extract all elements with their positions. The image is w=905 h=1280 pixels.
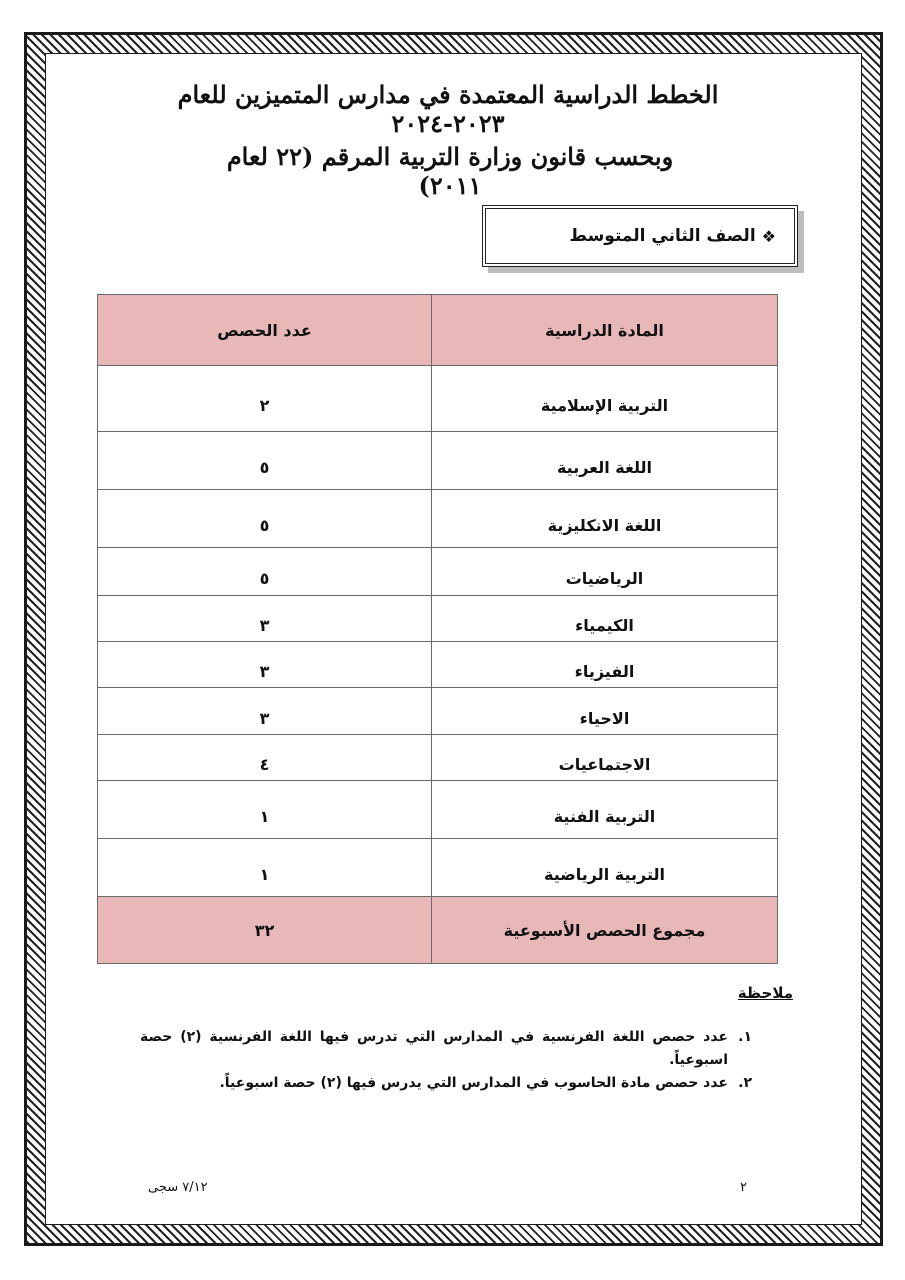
table-row: [98, 735, 778, 781]
grade-heading-box: [482, 205, 798, 267]
document-title-line-1: الخطط الدراسية المعتمدة في مدارس المتميزين للعام ٢٠٢٣-٢٠٢٤: [177, 80, 719, 138]
table-row: [98, 366, 778, 432]
periods-cell: ٥: [98, 490, 432, 548]
document-title-line-2: وبحسب قانون وزارة التربية المرقم (٢٢ لعام ٢٠١١): [226, 142, 674, 200]
subject-cell: التربية الإسلامية: [432, 366, 778, 432]
subject-cell: الكيمياء: [432, 596, 778, 642]
diamond-bullet-icon: ❖: [761, 226, 776, 246]
periods-cell: ٥: [98, 432, 432, 490]
table-row: [98, 839, 778, 897]
periods-cell: ٣: [98, 596, 432, 642]
footer-reference: ٧/١٢ سجى: [148, 1180, 208, 1195]
grade-label: الصف الثاني المتوسط: [569, 226, 756, 246]
table-row: [98, 781, 778, 839]
periods-cell: ١: [98, 839, 432, 897]
subject-cell: اللغة العربية: [432, 432, 778, 490]
subject-cell: الاجتماعيات: [432, 735, 778, 781]
subject-cell: التربية الفنية: [432, 781, 778, 839]
table-row: [98, 642, 778, 688]
table-row: [98, 490, 778, 548]
page-number: ٢: [740, 1180, 747, 1195]
note-text: عدد حصص اللغة الفرنسية في المدارس التي تدرس فيها اللغة الفرنسية (٢) حصة اسبوعياً.: [140, 1029, 728, 1068]
note-number: ١.: [738, 1029, 752, 1045]
table-header-row: [98, 295, 778, 366]
periods-cell: ٣: [98, 642, 432, 688]
total-value: ٣٢: [98, 897, 432, 964]
list-item: [140, 1072, 752, 1095]
notes-heading: ملاحظة: [737, 984, 793, 1002]
total-label: مجموع الحصص الأسبوعية: [432, 897, 778, 964]
header-subject: المادة الدراسية: [432, 295, 778, 366]
periods-cell: ٥: [98, 548, 432, 596]
table-row: [98, 596, 778, 642]
subject-cell: اللغة الانكليزية: [432, 490, 778, 548]
subject-cell: التربية الرياضية: [432, 839, 778, 897]
header-periods: عدد الحصص: [98, 295, 432, 366]
periods-cell: ٤: [98, 735, 432, 781]
list-item: [140, 1026, 752, 1072]
periods-cell: ١: [98, 781, 432, 839]
note-text: عدد حصص مادة الحاسوب في المدارس التي يدرس فيها (٢) حصة اسبوعياً.: [219, 1075, 728, 1091]
periods-cell: ٣: [98, 688, 432, 735]
note-number: ٢.: [738, 1075, 752, 1091]
subject-cell: الفيزياء: [432, 642, 778, 688]
subject-cell: الرياضيات: [432, 548, 778, 596]
study-plan-table: [97, 294, 778, 964]
table-row: [98, 432, 778, 490]
subject-cell: الاحياء: [432, 688, 778, 735]
table-row: [98, 548, 778, 596]
periods-cell: ٢: [98, 366, 432, 432]
notes-list: [140, 1026, 752, 1095]
table-total-row: [98, 897, 778, 964]
table-row: [98, 688, 778, 735]
